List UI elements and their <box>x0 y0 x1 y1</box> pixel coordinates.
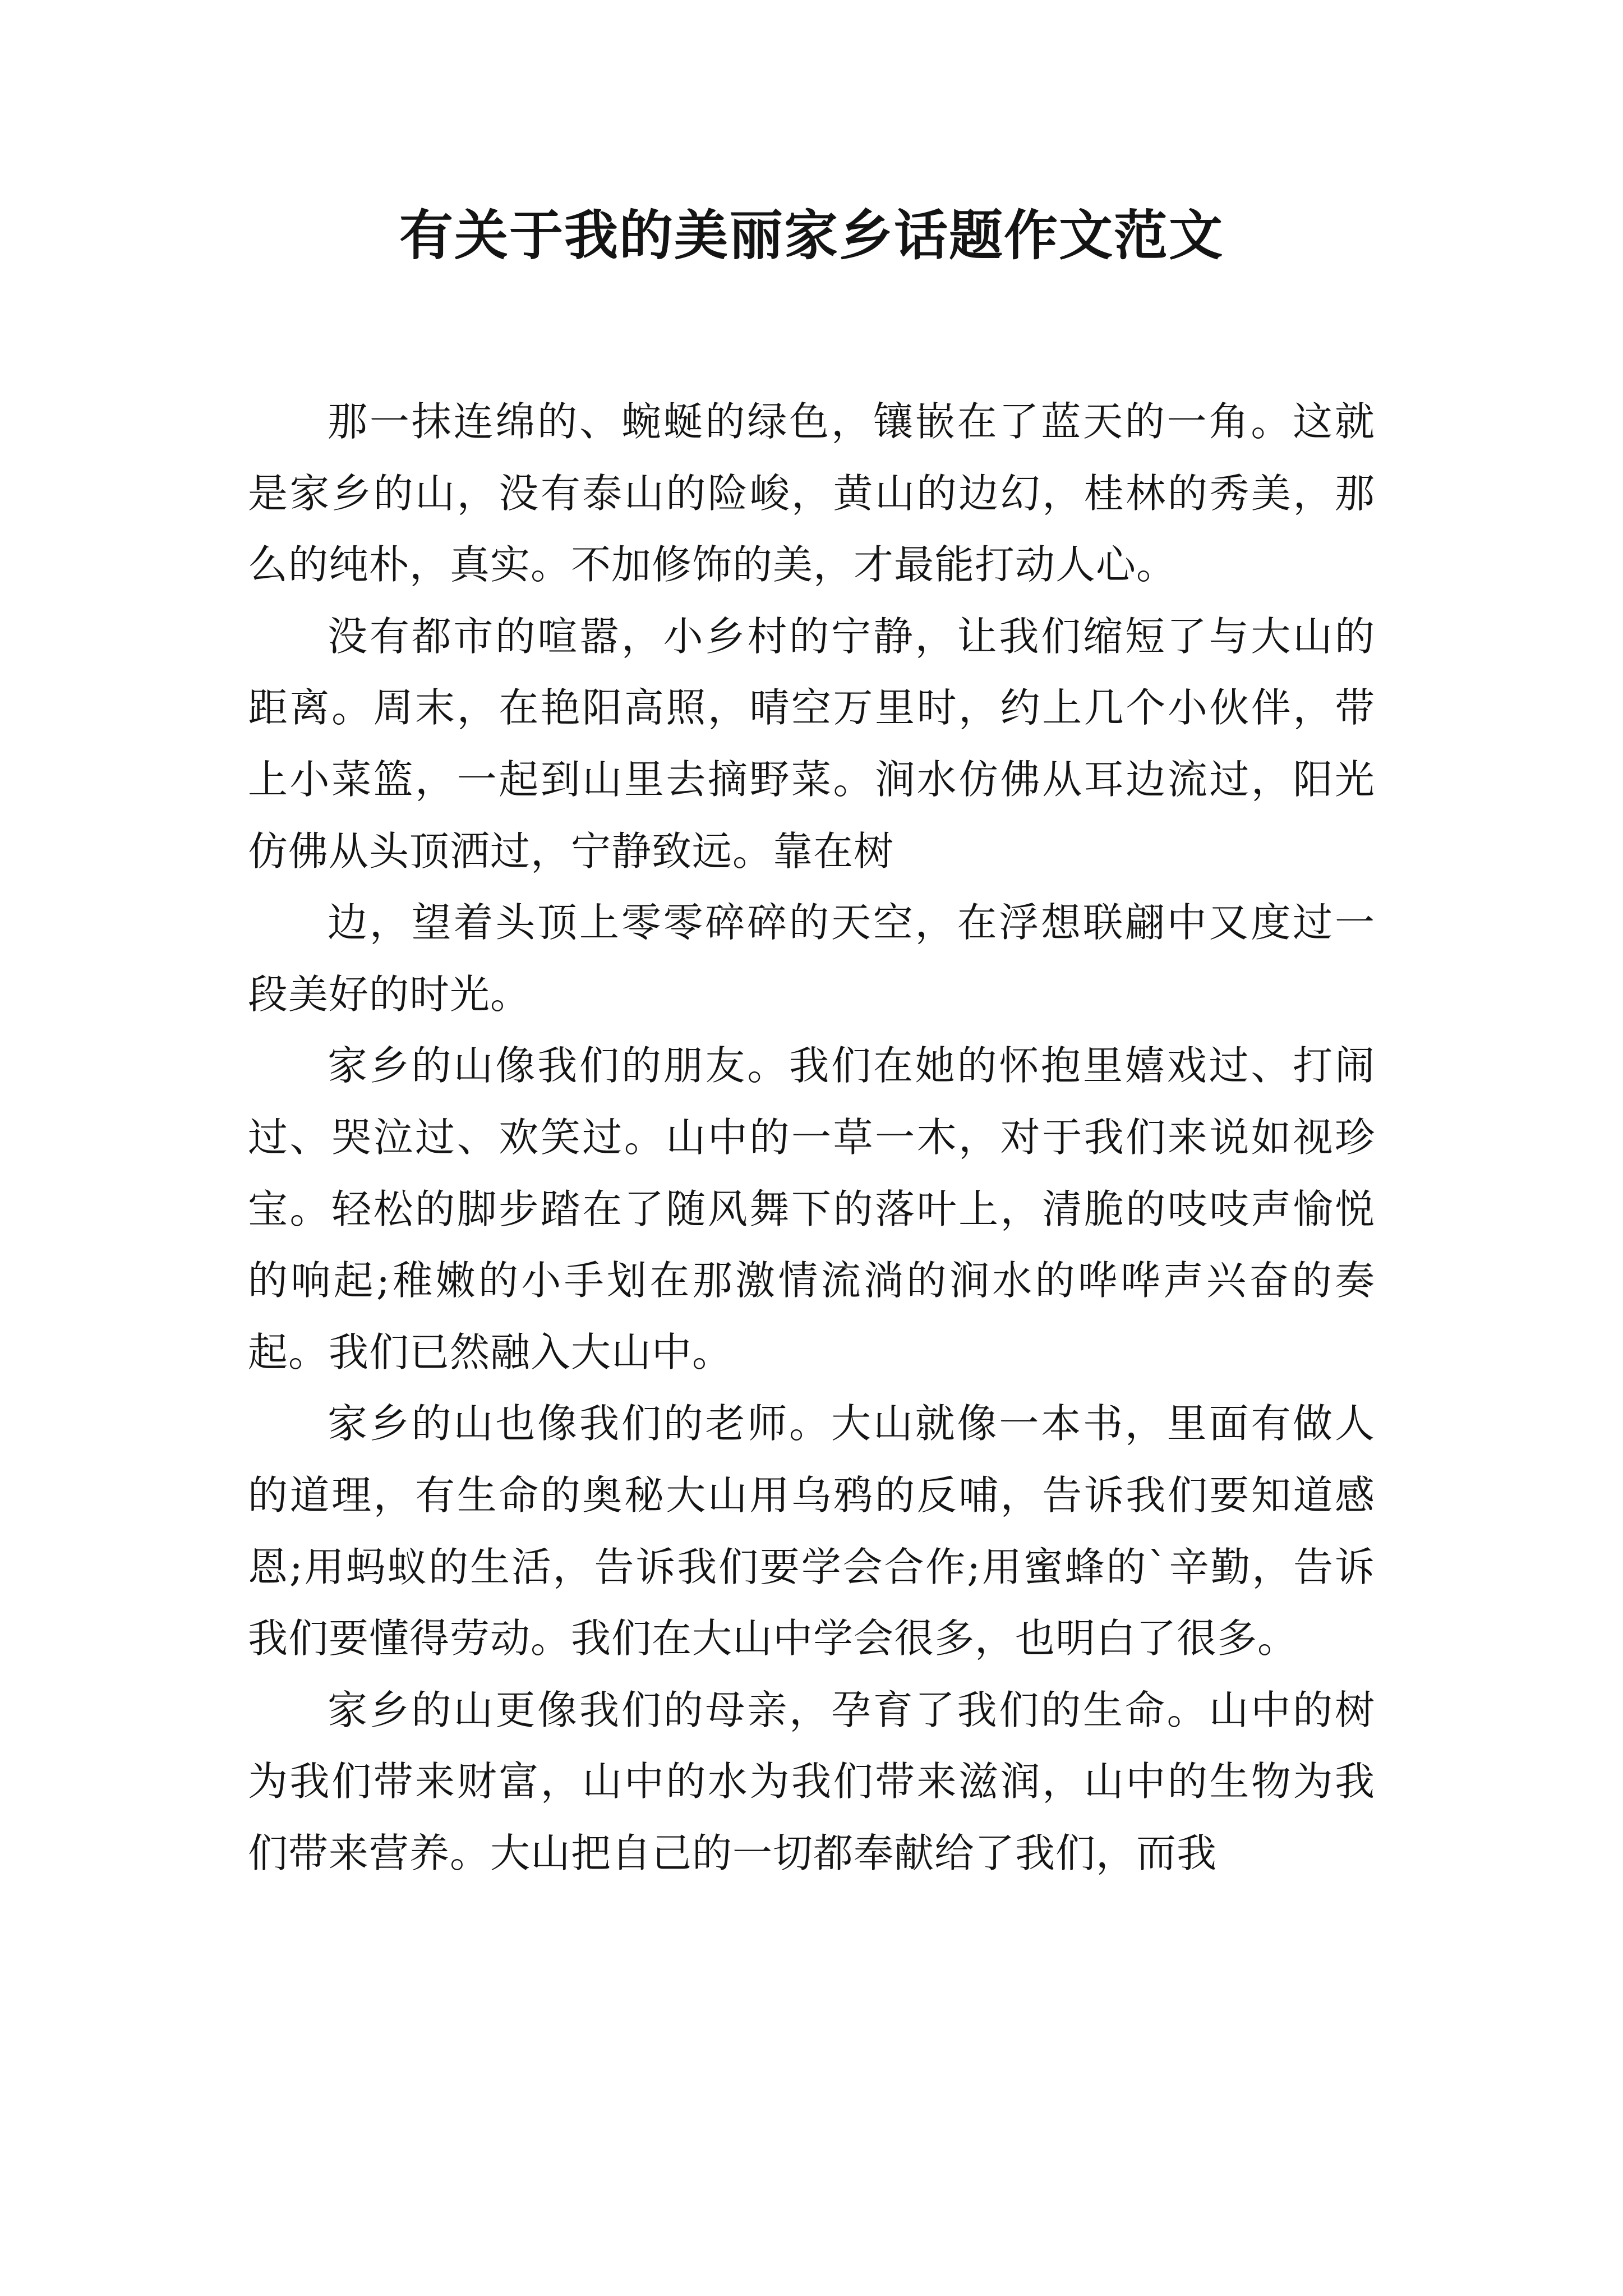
paragraph-6: 家乡的山更像我们的母亲，孕育了我们的生命。山中的树为我们带来财富，山中的水为我们带来滋润，山中的生物为我们带来营养。大山把自己的一切都奉献给了我们，而我 <box>248 1686 1375 1876</box>
paragraph-3: 边，望着头顶上零零碎碎的天空，在浮想联翩中又度过一段美好的时光。 <box>248 899 1375 1018</box>
paragraph-4: 家乡的山像我们的朋友。我们在她的怀抱里嬉戏过、打闹过、哭泣过、欢笑过。山中的一草一木，对于我们来说如视珍宝。轻松的脚步踏在了随风舞下的落叶上，清脆的吱吱声愉悦的响起;稚嫩的小手划在那激情流淌的涧水的哗哗声兴奋的奏起。我们已然融入大山中。 <box>248 1042 1375 1375</box>
paragraph-5: 家乡的山也像我们的老师。大山就像一本书，里面有做人的道理，有生命的奥秘大山用乌鸦的反哺，告诉我们要知道感恩;用蚂蚁的生活，告诉我们要学会合作;用蜜蜂的`辛勤，告诉我们要懂得劳动。我们在大山中学会很多，也明白了很多。 <box>248 1400 1375 1662</box>
document-title: 有关于我的美丽家乡话题作文范文 <box>399 204 1224 267</box>
document-body <box>248 386 1375 1889</box>
paragraph-2: 没有都市的喧嚣，小乡村的宁静，让我们缩短了与大山的距离。周末，在艳阳高照，晴空万里时，约上几个小伙伴，带上小菜篮，一起到山里去摘野菜。涧水仿佛从耳边流过，阳光仿佛从头顶洒过，宁静致远。靠在树 <box>248 613 1375 875</box>
paragraph-1: 那一抹连绵的、蜿蜒的绿色，镶嵌在了蓝天的一角。这就是家乡的山，没有泰山的险峻，黄山的边幻，桂林的秀美，那么的纯朴，真实。不加修饰的美，才最能打动人心。 <box>248 398 1375 588</box>
